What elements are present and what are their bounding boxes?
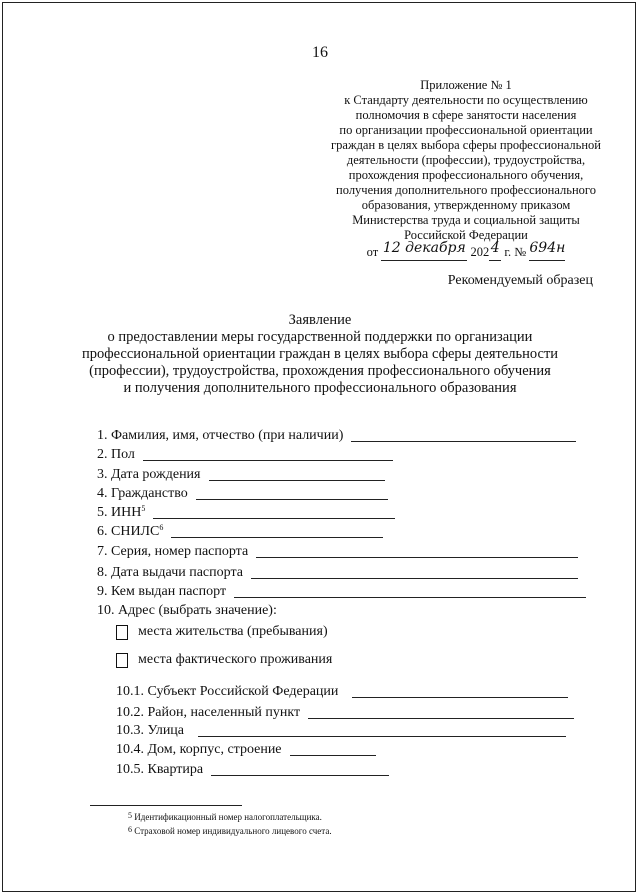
order-year-prefix: 202 [470,245,490,259]
appendix-line: прохождения профессионального обучения, [348,168,584,182]
recommended-sample-label: Рекомендуемый образец [447,273,593,288]
appendix-line: деятельности (профессии), трудоустройства, [346,153,586,167]
footnote-separator [90,805,242,806]
field-street [116,721,566,739]
full-name-input-line[interactable] [351,441,576,442]
footnote-ref-5: 5 [141,504,146,513]
field-address-heading [97,601,277,619]
residence-checkbox[interactable] [116,625,128,640]
statement-title [60,312,580,397]
footnote-6 [128,826,332,836]
field-apartment [116,760,389,778]
option-actual-residence[interactable] [116,652,332,668]
footnote-number: 5 [128,811,132,820]
appendix-line: Министерства труда и социальной защиты [352,213,580,227]
order-number-prefix: г. № [504,245,527,259]
field-label: 4. Гражданство [97,486,188,501]
footnote-text: Страховой номер индивидуального лицевого счета. [134,826,332,836]
order-number-blank [529,240,566,261]
actual-residence-checkbox[interactable] [116,653,128,668]
option-label: места жительства (пребывания) [138,624,328,639]
footnote-number: 6 [128,825,132,834]
appendix-line: полномочия в сфере занятости населения [355,108,577,122]
field-label: 10.4. Дом, корпус, строение [116,742,282,757]
field-house [116,740,376,758]
field-label: 10.2. Район, населенный пункт [116,705,301,720]
appendix-header [300,78,632,267]
snils-input-line[interactable] [171,537,383,538]
inn-input-line[interactable] [153,518,395,519]
appendix-line: получения дополнительного профессионального [336,183,596,197]
order-year-blank [489,240,501,261]
address-label: 10. Адрес (выбрать значение): [97,603,277,618]
district-input-line[interactable] [308,718,574,719]
page-number: 16 [312,44,328,61]
statement-title-line: Заявление [288,312,352,328]
appendix-line: Российской Федерации [404,228,528,242]
field-birth-date [97,465,385,483]
field-label: 7. Серия, номер паспорта [97,544,249,559]
citizenship-input-line[interactable] [196,499,388,500]
passport-issuer-input-line[interactable] [234,597,586,598]
statement-title-line: (профессии), трудоустройства, прохождения профессионального обучения [89,363,551,379]
order-prefix: от [366,245,379,259]
field-district [116,703,574,721]
field-label [97,505,145,521]
region-input-line[interactable] [352,697,568,698]
field-citizenship [97,484,388,502]
appendix-line: образования, утвержденному приказом [361,198,571,212]
field-passport-issuer [97,582,586,600]
footnote-text: Идентификационный номер налогоплательщика. [134,812,322,822]
footnote-ref-6: 6 [159,523,164,532]
house-input-line[interactable] [290,755,376,756]
field-label [97,524,163,540]
apartment-input-line[interactable] [211,775,389,776]
field-inn [97,503,395,521]
field-passport-date [97,563,578,581]
field-label: 1. Фамилия, имя, отчество (при наличии) [97,428,344,443]
field-full-name [97,426,576,444]
order-date-blank [381,240,467,261]
order-year-handwritten: 4 [490,240,500,256]
statement-title-line: о предоставлении меры государственной поддержки по организации [107,329,533,345]
passport-date-input-line[interactable] [251,578,578,579]
passport-number-input-line[interactable] [256,557,578,558]
appendix-line: к Стандарту деятельности по осуществлению [344,93,588,107]
inn-label-text: 5. ИНН [97,505,142,520]
order-date-handwritten: 12 декабря [382,240,466,256]
sex-input-line[interactable] [143,460,393,461]
field-label: 10.5. Квартира [116,762,204,777]
field-sex [97,445,393,463]
field-region [116,682,568,700]
field-label: 9. Кем выдан паспорт [97,584,227,599]
option-residence[interactable] [116,624,328,640]
snils-label-text: 6. СНИЛС [97,524,160,539]
order-number-handwritten: 694н [529,240,566,256]
order-date-line [300,240,632,267]
field-label: 8. Дата выдачи паспорта [97,565,243,580]
statement-title-line: профессиональной ориентации граждан в целях выбора сферы деятельности [81,346,559,362]
field-passport-number [97,542,578,560]
birth-date-input-line[interactable] [209,480,385,481]
footnote-5 [128,812,322,822]
field-label: 3. Дата рождения [97,467,201,482]
statement-title-line: и получения дополнительного профессионального образования [123,380,517,396]
street-input-line[interactable] [198,736,566,737]
field-label: 10.1. Субъект Российской Федерации [116,684,339,699]
field-label: 10.3. Улица [116,723,185,738]
appendix-line: Приложение № 1 [420,78,512,92]
option-label: места фактического проживания [138,652,333,667]
field-snils [97,522,383,540]
field-label: 2. Пол [97,447,135,462]
appendix-line: граждан в целях выбора сферы профессиональной [331,138,601,152]
appendix-line: по организации профессиональной ориентации [339,123,593,137]
